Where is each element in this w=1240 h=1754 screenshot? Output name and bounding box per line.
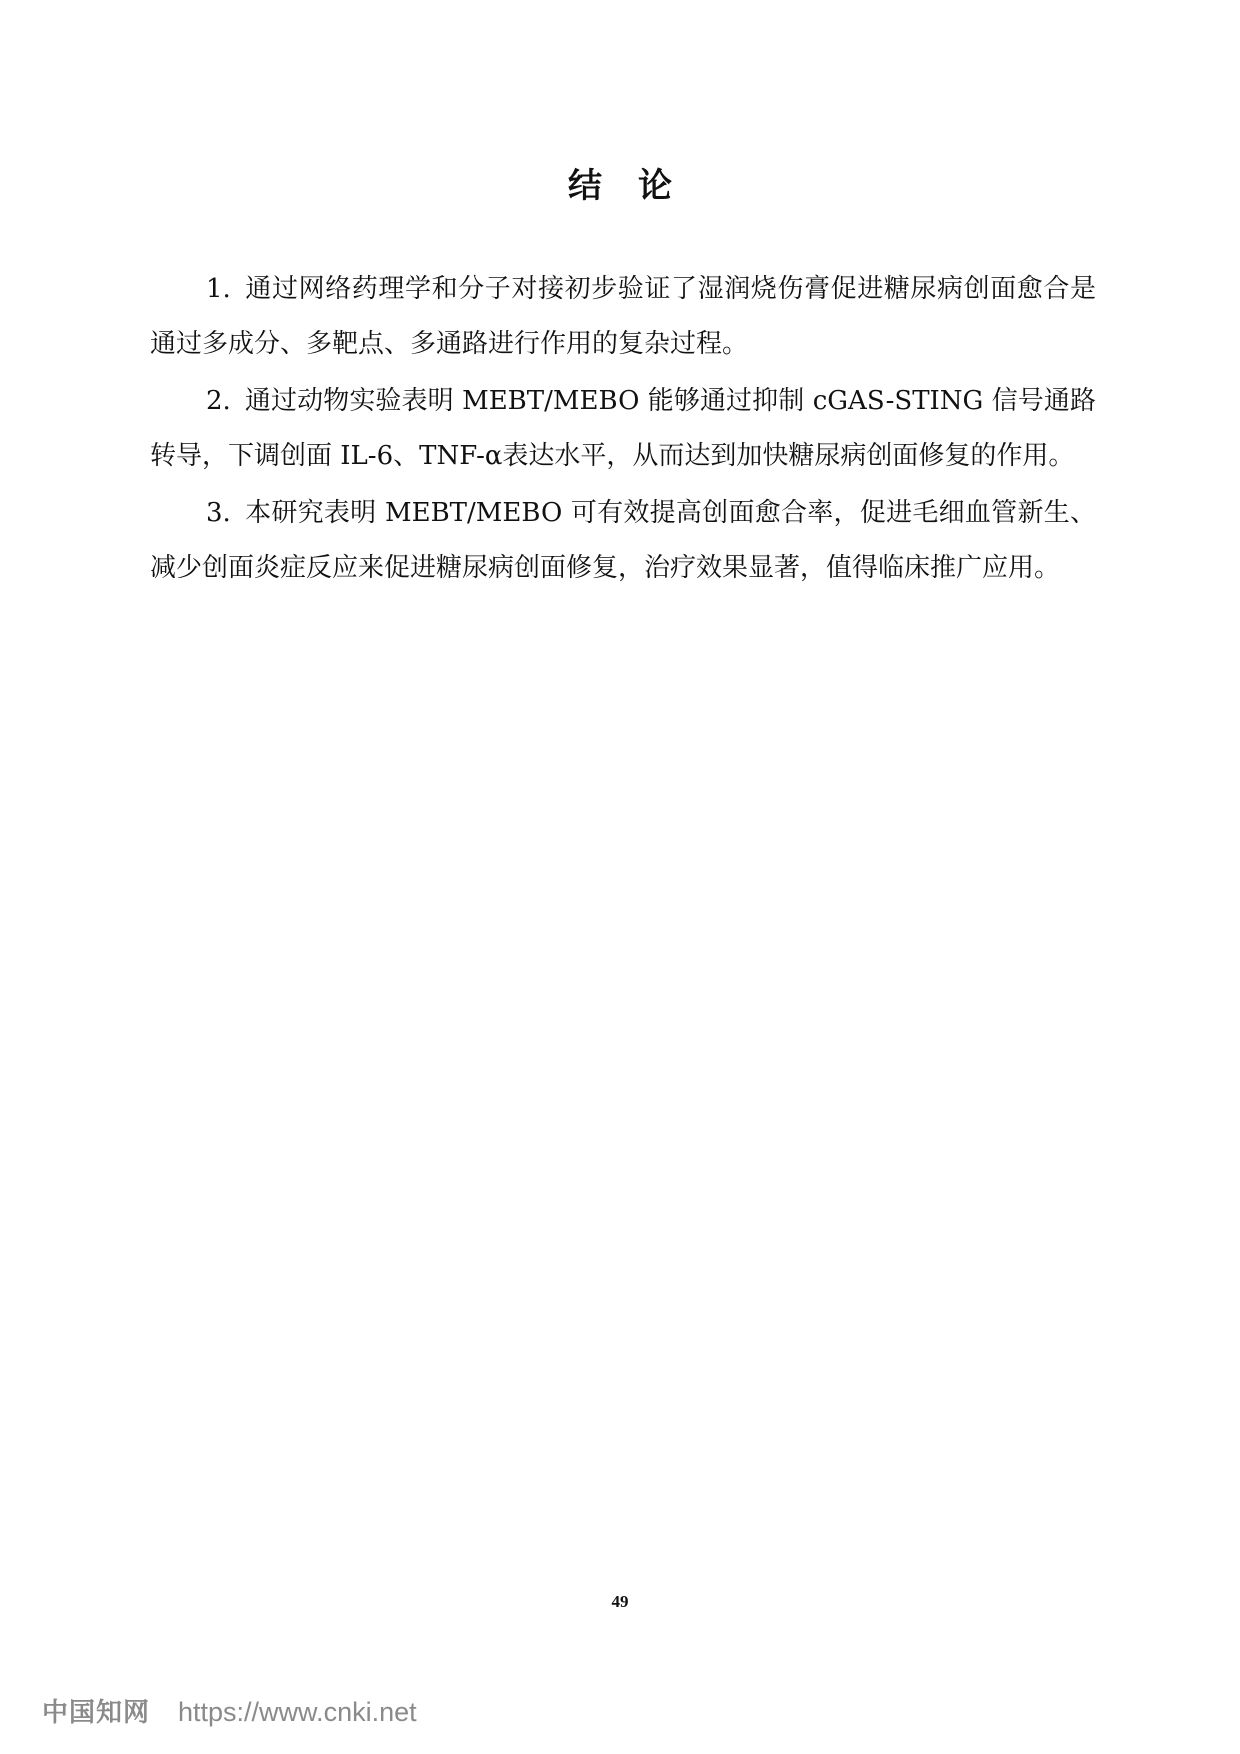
- cnki-watermark: [42, 1692, 417, 1729]
- paragraph-number: 1.: [206, 274, 231, 304]
- paragraph-text: 通过动物实验表明 MEBT/MEBO 能够通过抑制 cGAS-STING 信号通路转导，下调创面 IL-6、TNF-α表达水平，从而达到加快糖尿病创面修复的作用。: [150, 386, 1096, 471]
- conclusion-paragraph-2: [150, 374, 1096, 484]
- watermark-url: https://www.cnki.net: [178, 1697, 417, 1727]
- paragraph-number: 3.: [206, 498, 231, 528]
- conclusion-paragraph-3: [150, 486, 1096, 596]
- conclusion-body: [150, 262, 1096, 598]
- paragraph-number: 2.: [206, 386, 231, 416]
- conclusion-paragraph-1: [150, 262, 1096, 372]
- page-title: 结论: [568, 166, 708, 206]
- paragraph-text: 通过网络药理学和分子对接初步验证了湿润烧伤膏促进糖尿病创面愈合是通过多成分、多靶点、多通路进行作用的复杂过程。: [150, 274, 1096, 359]
- page-number: 49: [611, 1592, 629, 1611]
- watermark-brand: 中国知网: [42, 1698, 151, 1728]
- paragraph-text: 本研究表明 MEBT/MEBO 可有效提高创面愈合率，促进毛细血管新生、减少创面炎症反应来促进糖尿病创面修复，治疗效果显著，值得临床推广应用。: [150, 498, 1096, 583]
